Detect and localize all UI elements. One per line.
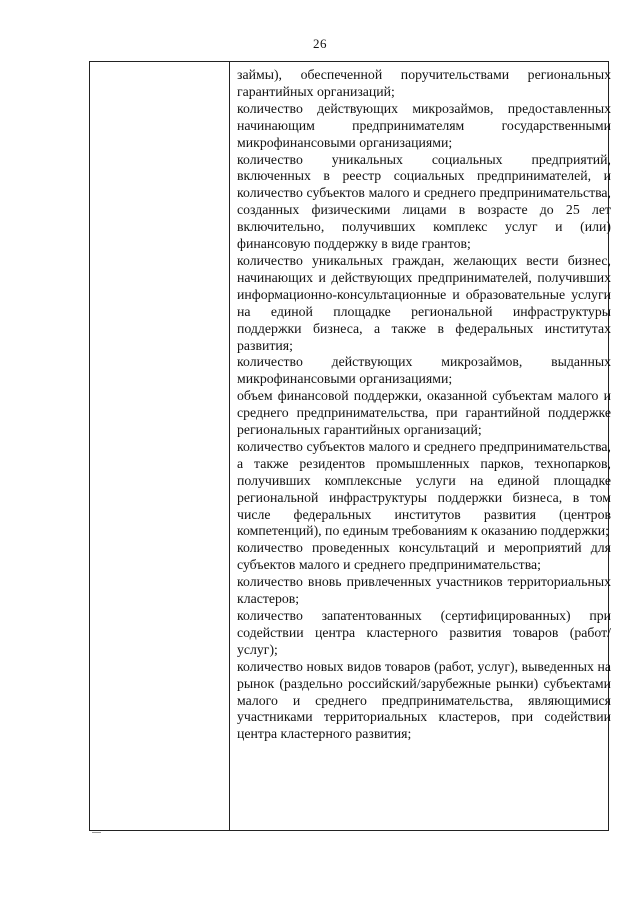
- indicator-paragraph: количество новых видов товаров (работ, услуг), выведенных на рынок (раздельно российский/зарубежные рынки) субъектами малого и среднего предпринимательства, являющимися участниками территориальных кластеров, при содействии центра кластерного развития;: [237, 658, 611, 742]
- indicator-paragraph: количество проведенных консультаций и мероприятий для субъектов малого и среднего предпринимательства;: [237, 540, 611, 573]
- indicator-paragraph: количество уникальных социальных предприятий, включенных в реестр социальных предпринимателей, и количество субъектов малого и среднего предпринимательства, созданных физическими лицами в возрасте до 25 лет включительно, получивших комплекс услуг и (или) финансовую поддержку в виде грантов;: [237, 151, 611, 252]
- document-table: [89, 61, 609, 831]
- left-table-cell: [90, 62, 230, 830]
- indicator-list: [237, 67, 611, 743]
- indicator-paragraph: количество уникальных граждан, желающих вести бизнес, начинающих и действующих предпринимателей, получивших информационно-консультационные и образовательные услуги на единой площадке региональной инфраструктуры поддержки бизнеса, а также в федеральных институтах развития;: [237, 252, 611, 353]
- indicator-paragraph: количество вновь привлеченных участников территориальных кластеров;: [237, 574, 611, 607]
- scan-mark: [92, 832, 101, 833]
- indicator-paragraph: количество действующих микрозаймов, предоставленных начинающим предпринимателям государственными микрофинансовыми организациями;: [237, 100, 611, 150]
- indicator-paragraph: количество запатентованных (сертифицированных) при содействии центра кластерного развития товаров (работ/услуг);: [237, 608, 611, 657]
- page-number: 26: [313, 36, 327, 51]
- right-table-cell: [230, 62, 611, 830]
- indicator-paragraph: объем финансовой поддержки, оказанной субъектам малого и среднего предпринимательства, при гарантийной поддержке региональных гарантийных организаций;: [237, 388, 611, 438]
- indicator-paragraph: количество субъектов малого и среднего предпринимательства, а также резидентов промышленных парков, технопарков, получивших комплексные услуги на единой площадке региональной инфраструктуры поддержки бизнеса, в том числе федеральных институтов развития (центров компетенций), по единым требованиям к оказанию поддержки;: [237, 438, 611, 539]
- indicator-paragraph: займы), обеспеченной поручительствами региональных гарантийных организаций;: [237, 67, 611, 99]
- indicator-paragraph: количество действующих микрозаймов, выданных микрофинансовыми организациями;: [237, 354, 611, 387]
